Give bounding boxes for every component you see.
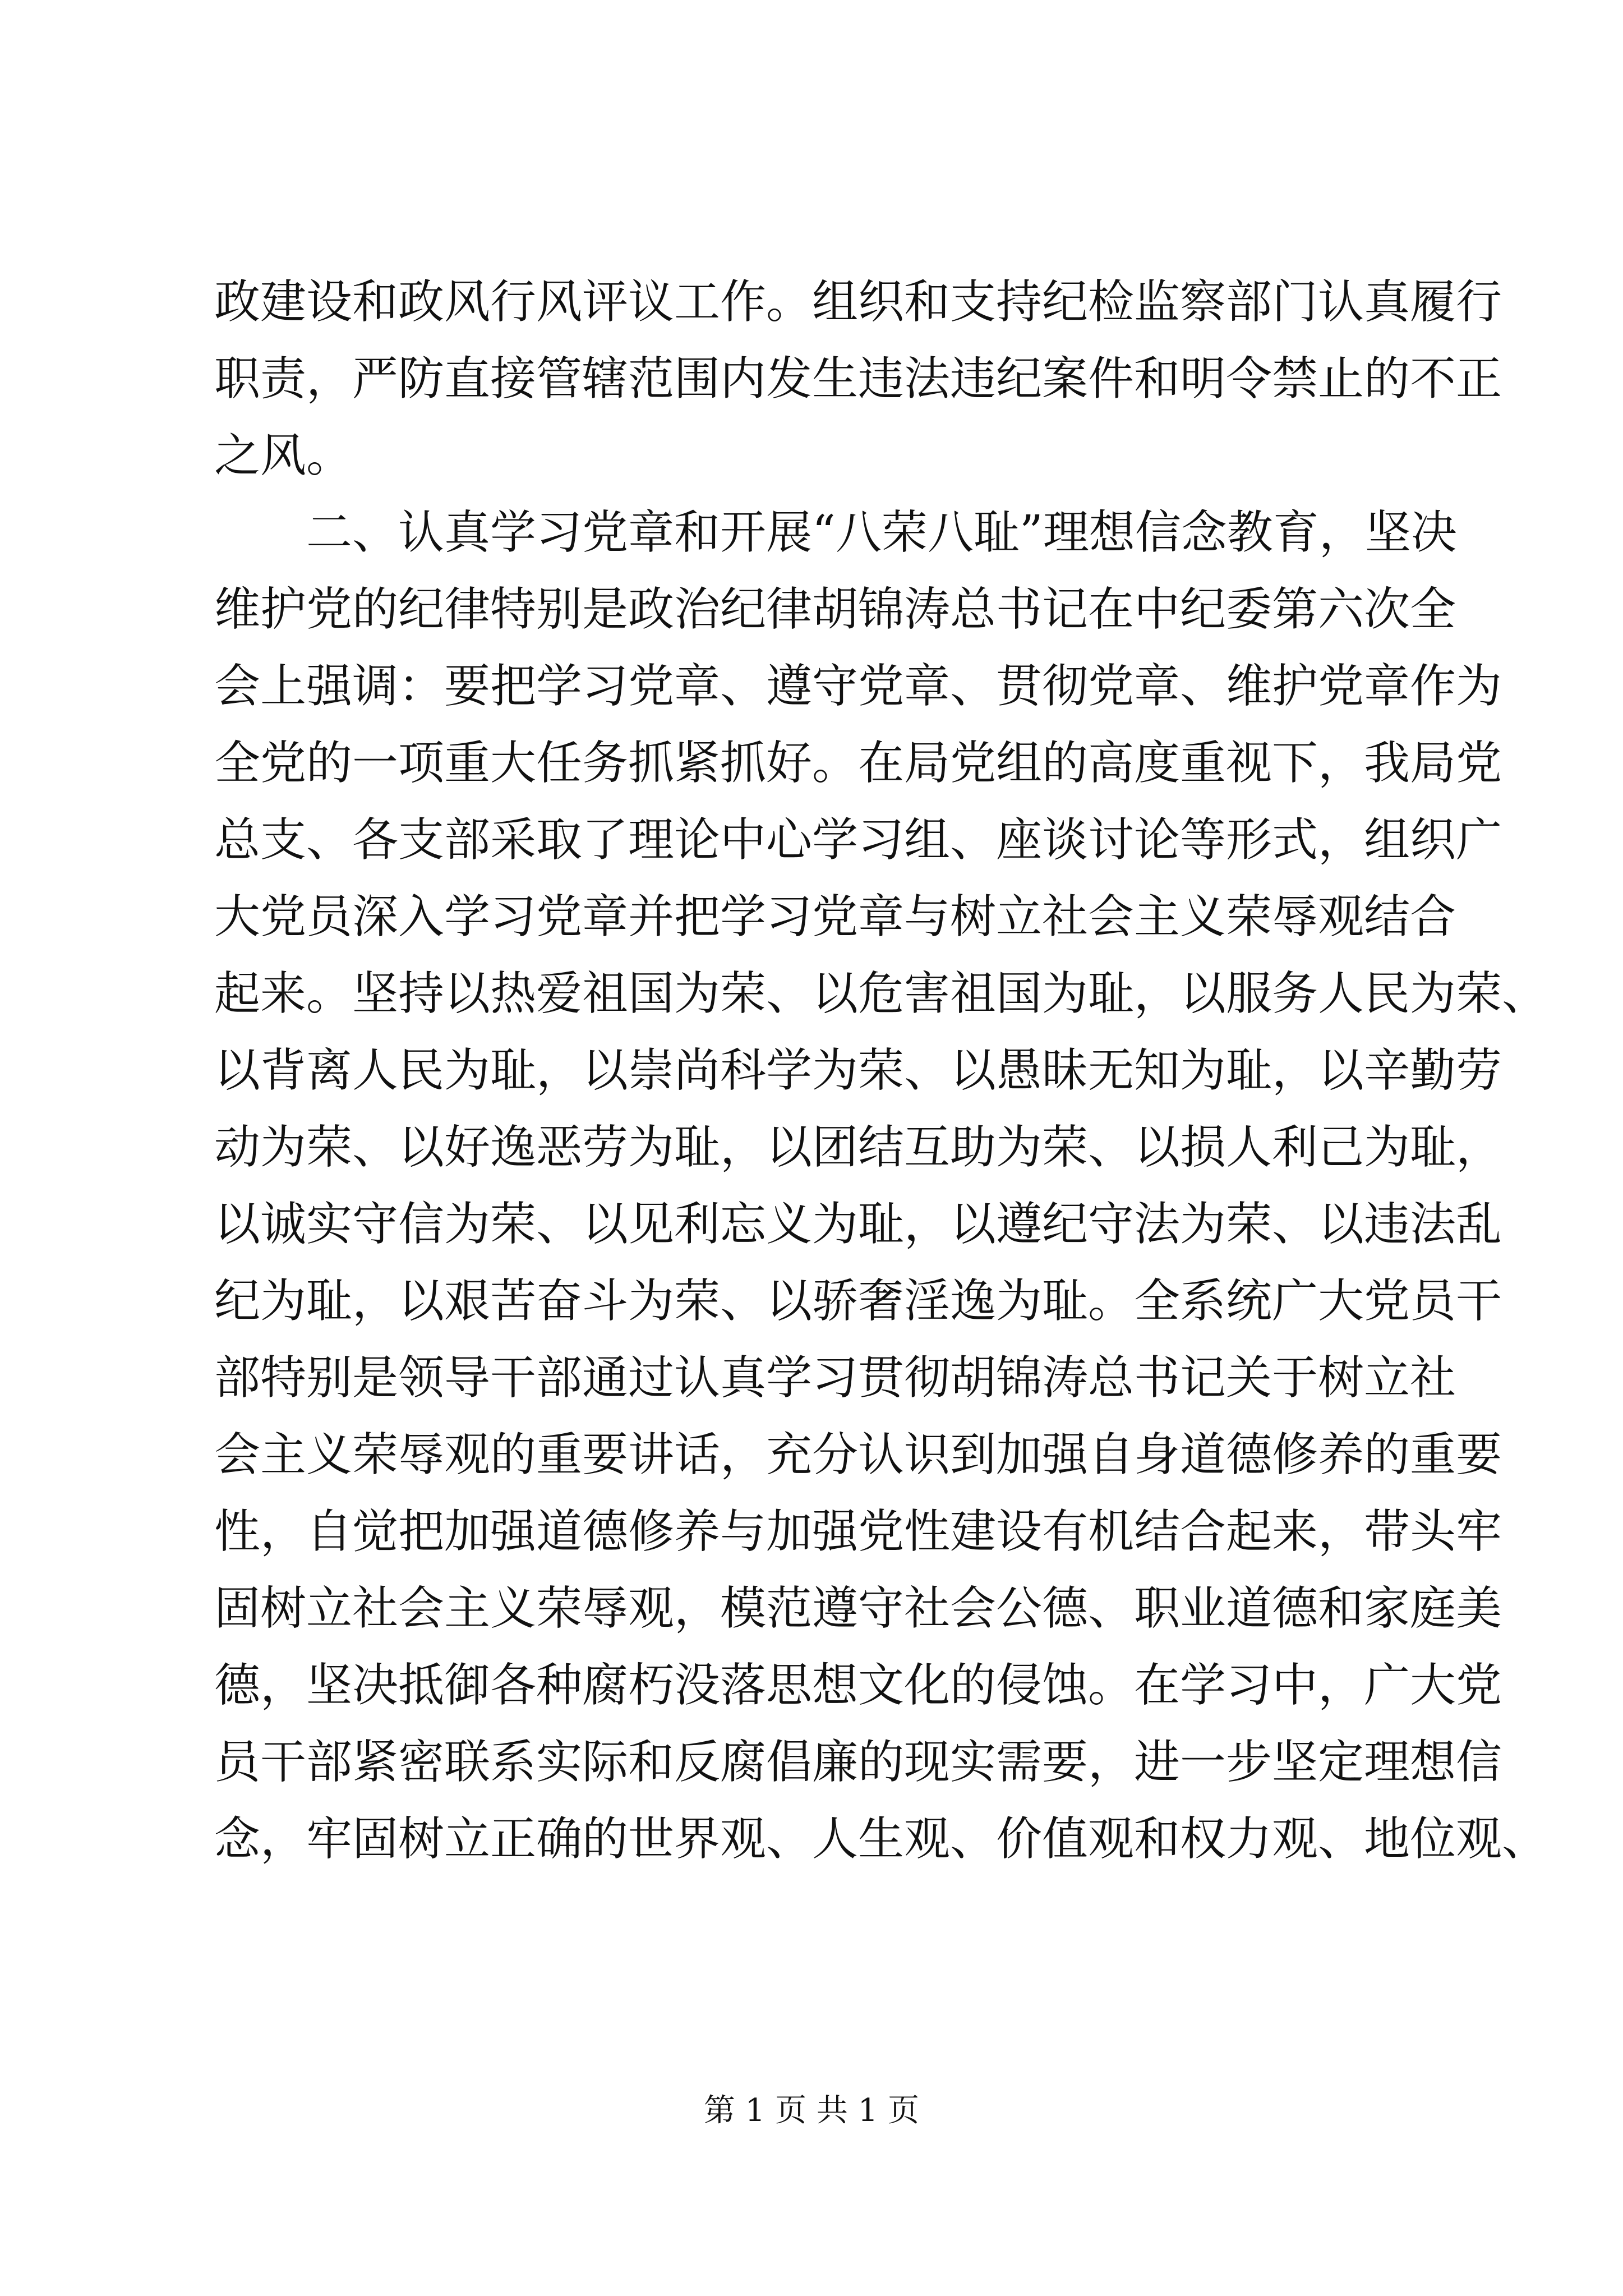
text-line: 以背离人民为耻，以崇尚科学为荣、以愚昧无知为耻，以辛勤劳 (214, 1044, 1502, 1097)
text-line: 德，坚决抵御各种腐朽没落思想文化的侵蚀。在学习中，广大党 (214, 1659, 1502, 1712)
text-line: 大党员深入学习党章并把学习党章与树立社会主义荣辱观结合 (214, 890, 1456, 944)
document-body (214, 264, 1548, 1878)
text-line: 以诚实守信为荣、以见利忘义为耻，以遵纪守法为荣、以违法乱 (214, 1198, 1502, 1251)
text-line: 员干部紧密联系实际和反腐倡廉的现实需要，进一步坚定理想信 (214, 1736, 1502, 1789)
text-line: 政建设和政风行风评议工作。组织和支持纪检监察部门认真履行 (214, 275, 1502, 329)
text-line: 起来。坚持以热爱祖国为荣、以危害祖国为耻，以服务人民为荣、 (214, 967, 1548, 1020)
text-line: 职责，严防直接管辖范围内发生违法违纪案件和明令禁止的不正 (214, 352, 1502, 406)
text-line: 动为荣、以好逸恶劳为耻，以团结互助为荣、以损人利己为耻， (214, 1121, 1502, 1174)
text-line: 纪为耻，以艰苦奋斗为荣、以骄奢淫逸为耻。全系统广大党员干 (214, 1274, 1502, 1328)
text-line: 之风。 (214, 429, 353, 482)
text-line: 会上强调：要把学习党章、遵守党章、贯彻党章、维护党章作为 (214, 660, 1502, 713)
text-line: 维护党的纪律特别是政治纪律胡锦涛总书记在中纪委第六次全 (214, 583, 1456, 636)
text-line: 会主义荣辱观的重要讲话，充分认识到加强自身道德修养的重要 (214, 1428, 1502, 1481)
page-number-footer: 第 1 页 共 1 页 (703, 2092, 920, 2129)
text-line: 总支、各支部采取了理论中心学习组、座谈讨论等形式，组织广 (214, 813, 1502, 867)
text-line: 固树立社会主义荣辱观，模范遵守社会公德、职业道德和家庭美 (214, 1582, 1502, 1635)
text-line: 全党的一项重大任务抓紧抓好。在局党组的高度重视下，我局党 (214, 737, 1502, 790)
paragraph-first-line: 二、认真学习党章和开展“八荣八耻”理想信念教育，坚决 (306, 506, 1457, 559)
text-line: 性，自觉把加强道德修养与加强党性建设有机结合起来，带头牢 (214, 1505, 1502, 1558)
text-line: 部特别是领导干部通过认真学习贯彻胡锦涛总书记关于树立社 (214, 1351, 1456, 1405)
text-line: 念，牢固树立正确的世界观、人生观、价值观和权力观、地位观、 (214, 1812, 1548, 1866)
